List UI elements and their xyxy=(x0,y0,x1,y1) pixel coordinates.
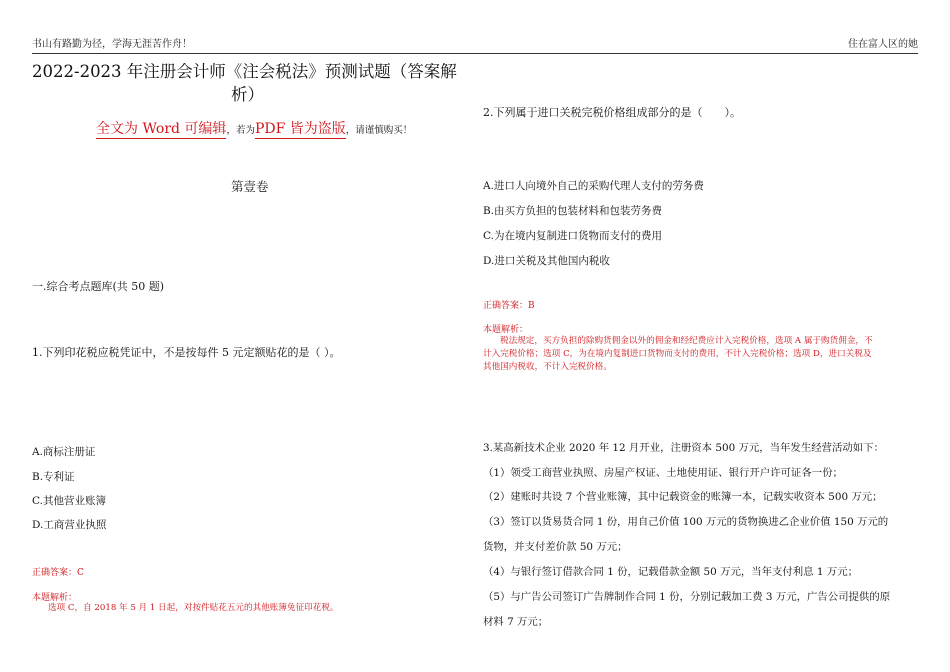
notice-middle: ，若为 xyxy=(226,125,255,136)
title-line-2: 析） xyxy=(231,85,264,104)
q2-analysis-label: 本题解析： xyxy=(483,325,529,335)
q2-stem: 2.下列属于进口关税完税价格组成部分的是（ ）。 xyxy=(483,106,741,119)
q1-option-b: B.专利证 xyxy=(32,471,75,483)
title-line-1: 2022-2023 年注册会计师《注会税法》预测试题（答案解 xyxy=(32,62,457,81)
q3-stem: 3.某高新技术企业 2020 年 12 月开业，注册资本 500 万元，当年发生经营活动如下： xyxy=(483,442,884,454)
q2-option-b: B.由买方负担的包装材料和包装劳务费 xyxy=(483,205,663,217)
q1-answer: 正确答案：C xyxy=(32,568,84,578)
document-title xyxy=(32,60,482,106)
q1-analysis-label: 本题解析： xyxy=(32,593,78,603)
q2-analysis-line-1: 税法规定，买方负担的除购货佣金以外的佣金和经纪费应计入完税价格，选项 A 属于购货佣金，不 xyxy=(500,336,873,346)
volume-heading: 第壹卷 xyxy=(231,179,269,194)
copyright-notice xyxy=(96,118,412,138)
q1-analysis: 选项 C，自 2018 年 5 月 1 日起，对按件贴花五元的其他账簿免征印花税。 xyxy=(48,603,339,613)
q2-analysis-line-3: 其他国内税收，不计入完税价格。 xyxy=(483,362,612,372)
q2-answer: 正确答案：B xyxy=(483,301,535,311)
notice-word-editable: 全文为 Word 可编辑 xyxy=(96,121,227,137)
q3-item-1: （1）领受工商营业执照、房屋产权证、土地使用证、银行开户许可证各一份； xyxy=(483,467,843,479)
q2-option-c: C.为在境内复制进口货物而支付的费用 xyxy=(483,230,662,242)
notice-end: ，请谨慎购买！ xyxy=(345,125,413,136)
q1-option-d: D.工商营业执照 xyxy=(32,519,107,531)
section-heading: 一.综合考点题库(共 50 题) xyxy=(32,280,165,293)
header-right-motto: 住在富人区的她 xyxy=(848,39,918,50)
q2-option-d: D.进口关税及其他国内税收 xyxy=(483,255,610,267)
q1-stem: 1.下列印花税应税凭证中，不是按每件 5 元定额贴花的是（ ）。 xyxy=(32,346,341,359)
q3-item-3-cont: 货物，并支付差价款 50 万元； xyxy=(483,541,628,553)
q3-item-5: （5）与广告公司签订广告牌制作合同 1 份，分别记载加工费 3 万元，广告公司提供的原 xyxy=(483,591,891,603)
q2-option-a: A.进口人向境外自己的采购代理人支付的劳务费 xyxy=(483,180,704,192)
q3-item-5-cont: 材料 7 万元； xyxy=(483,616,549,628)
q3-item-3: （3）签订以货易货合同 1 份，用自己价值 100 万元的货物换进乙企业价值 150 万元的 xyxy=(483,516,889,528)
header-left-motto: 书山有路勤为径，学海无涯苦作舟！ xyxy=(32,39,192,50)
q1-option-c: C.其他营业账簿 xyxy=(32,495,106,507)
header-divider xyxy=(32,53,918,54)
notice-pdf-pirated: PDF 皆为盗版 xyxy=(254,121,346,137)
q3-item-2: （2）建账时共设 7 个营业账簿，其中记载资金的账簿一本，记载实收资本 500 万元； xyxy=(483,491,883,503)
q3-item-4: （4）与银行签订借款合同 1 份，记载借款金额 50 万元，当年支付利息 1 万元； xyxy=(483,566,858,578)
q1-option-a: A.商标注册证 xyxy=(32,446,96,458)
q2-analysis-line-2: 计入完税价格；选项 C，为在境内复制进口货物而支付的费用，不计入完税价格；选项 D，进口关税及 xyxy=(483,349,872,359)
